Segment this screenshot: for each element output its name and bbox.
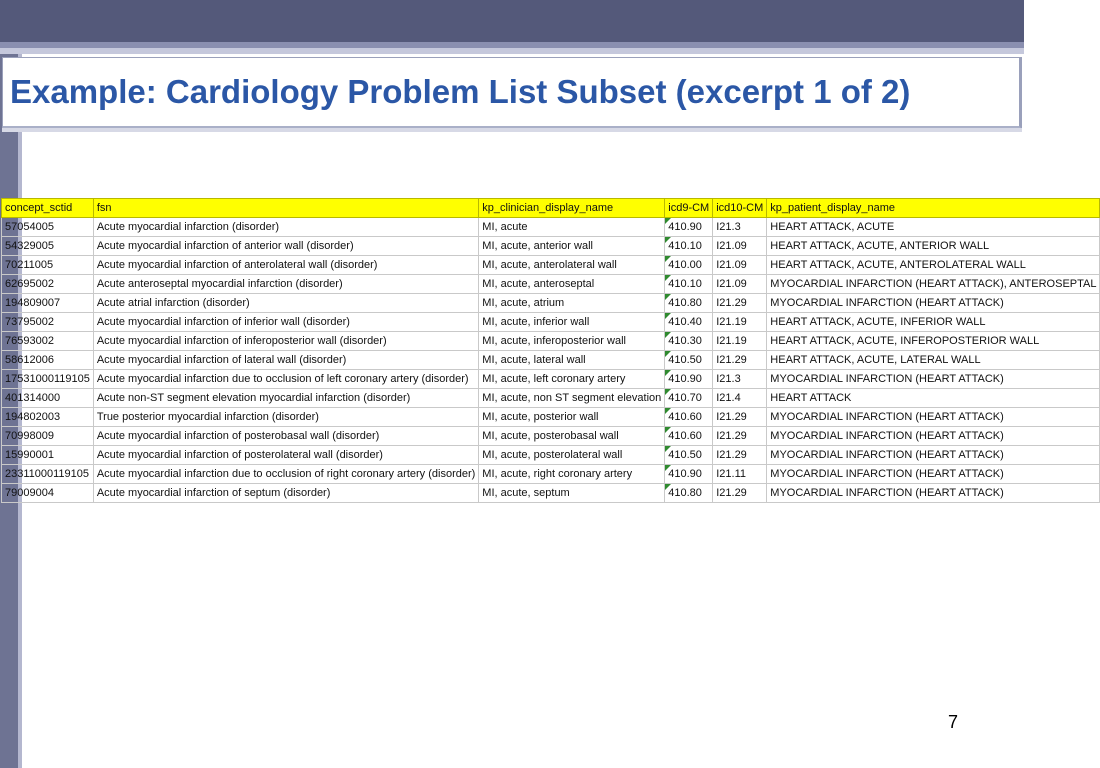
cell-concept-sctid: 194802003	[2, 408, 94, 427]
cell-icd10-cm: I21.09	[713, 275, 767, 294]
cell-concept-sctid: 54329005	[2, 237, 94, 256]
cell-icd9-cm: 410.00	[665, 256, 713, 275]
header-patient-display-name: kp_patient_display_name	[767, 199, 1100, 218]
problem-list-table	[1, 198, 1100, 503]
table-row	[2, 275, 1100, 294]
cell-clinician-display-name: MI, acute, inferior wall	[479, 313, 665, 332]
cell-patient-display-name: MYOCARDIAL INFARCTION (HEART ATTACK)	[767, 484, 1100, 503]
cell-concept-sctid: 23311000119105	[2, 465, 94, 484]
cell-clinician-display-name: MI, acute, septum	[479, 484, 665, 503]
cell-clinician-display-name: MI, acute, atrium	[479, 294, 665, 313]
cell-clinician-display-name: MI, acute, posterobasal wall	[479, 427, 665, 446]
cell-patient-display-name: HEART ATTACK, ACUTE, LATERAL WALL	[767, 351, 1100, 370]
cell-icd9-cm: 410.40	[665, 313, 713, 332]
table-row	[2, 427, 1100, 446]
table-row	[2, 332, 1100, 351]
cell-fsn: Acute atrial infarction (disorder)	[93, 294, 478, 313]
cell-icd10-cm: I21.19	[713, 313, 767, 332]
cell-fsn: Acute myocardial infarction of posterobasal wall (disorder)	[93, 427, 478, 446]
table-row	[2, 370, 1100, 389]
cell-concept-sctid: 76593002	[2, 332, 94, 351]
cell-fsn: Acute myocardial infarction of anterior wall (disorder)	[93, 237, 478, 256]
cell-icd10-cm: I21.29	[713, 408, 767, 427]
cell-patient-display-name: MYOCARDIAL INFARCTION (HEART ATTACK), ANTEROSEPTAL	[767, 275, 1100, 294]
header-icd10-cm: icd10-CM	[713, 199, 767, 218]
cell-concept-sctid: 62695002	[2, 275, 94, 294]
cell-clinician-display-name: MI, acute, inferoposterior wall	[479, 332, 665, 351]
cell-icd9-cm: 410.50	[665, 351, 713, 370]
cell-fsn: Acute myocardial infarction of posterolateral wall (disorder)	[93, 446, 478, 465]
cell-clinician-display-name: MI, acute, anterior wall	[479, 237, 665, 256]
table-row	[2, 408, 1100, 427]
cell-patient-display-name: MYOCARDIAL INFARCTION (HEART ATTACK)	[767, 408, 1100, 427]
cell-icd9-cm: 410.10	[665, 237, 713, 256]
cell-clinician-display-name: MI, acute	[479, 218, 665, 237]
cell-concept-sctid: 73795002	[2, 313, 94, 332]
slide-title: Example: Cardiology Problem List Subset (excerpt 1 of 2)	[10, 73, 911, 110]
cell-patient-display-name: MYOCARDIAL INFARCTION (HEART ATTACK)	[767, 427, 1100, 446]
cell-fsn: Acute myocardial infarction of lateral wall (disorder)	[93, 351, 478, 370]
cell-patient-display-name: MYOCARDIAL INFARCTION (HEART ATTACK)	[767, 465, 1100, 484]
cell-icd9-cm: 410.90	[665, 370, 713, 389]
cell-concept-sctid: 70211005	[2, 256, 94, 275]
cell-patient-display-name: HEART ATTACK, ACUTE, INFERIOR WALL	[767, 313, 1100, 332]
table-row	[2, 294, 1100, 313]
cell-icd10-cm: I21.29	[713, 427, 767, 446]
cell-clinician-display-name: MI, acute, anteroseptal	[479, 275, 665, 294]
cell-concept-sctid: 194809007	[2, 294, 94, 313]
cell-clinician-display-name: MI, acute, non ST segment elevation	[479, 389, 665, 408]
table-row	[2, 237, 1100, 256]
cell-patient-display-name: MYOCARDIAL INFARCTION (HEART ATTACK)	[767, 370, 1100, 389]
cell-fsn: Acute myocardial infarction due to occlusion of left coronary artery (disorder)	[93, 370, 478, 389]
table-row	[2, 256, 1100, 275]
cell-clinician-display-name: MI, acute, anterolateral wall	[479, 256, 665, 275]
cell-icd10-cm: I21.29	[713, 351, 767, 370]
cell-icd10-cm: I21.09	[713, 237, 767, 256]
cell-fsn: Acute myocardial infarction of inferoposterior wall (disorder)	[93, 332, 478, 351]
cell-concept-sctid: 79009004	[2, 484, 94, 503]
cell-patient-display-name: MYOCARDIAL INFARCTION (HEART ATTACK)	[767, 294, 1100, 313]
cell-icd9-cm: 410.10	[665, 275, 713, 294]
cell-clinician-display-name: MI, acute, lateral wall	[479, 351, 665, 370]
cell-patient-display-name: HEART ATTACK, ACUTE	[767, 218, 1100, 237]
title-underline	[2, 128, 1022, 132]
cell-concept-sctid: 401314000	[2, 389, 94, 408]
slide-top-bar	[0, 0, 1024, 42]
cell-fsn: Acute myocardial infarction of inferior wall (disorder)	[93, 313, 478, 332]
cell-icd9-cm: 410.80	[665, 294, 713, 313]
cell-clinician-display-name: MI, acute, posterior wall	[479, 408, 665, 427]
cell-icd9-cm: 410.60	[665, 408, 713, 427]
cell-icd10-cm: I21.09	[713, 256, 767, 275]
table-row	[2, 446, 1100, 465]
cell-concept-sctid: 15990001	[2, 446, 94, 465]
table-header-row	[2, 199, 1100, 218]
table-row	[2, 351, 1100, 370]
table-row	[2, 313, 1100, 332]
header-concept-sctid: concept_sctid	[2, 199, 94, 218]
cell-icd9-cm: 410.30	[665, 332, 713, 351]
cell-icd10-cm: I21.4	[713, 389, 767, 408]
cell-icd9-cm: 410.80	[665, 484, 713, 503]
cell-fsn: Acute non-ST segment elevation myocardial infarction (disorder)	[93, 389, 478, 408]
table-row	[2, 218, 1100, 237]
slide-top-stripe-light	[0, 48, 1024, 54]
cell-icd10-cm: I21.29	[713, 294, 767, 313]
cell-icd10-cm: I21.29	[713, 484, 767, 503]
cell-clinician-display-name: MI, acute, posterolateral wall	[479, 446, 665, 465]
cell-icd9-cm: 410.50	[665, 446, 713, 465]
header-icd9-cm: icd9-CM	[665, 199, 713, 218]
cell-fsn: True posterior myocardial infarction (disorder)	[93, 408, 478, 427]
cell-icd9-cm: 410.60	[665, 427, 713, 446]
cell-clinician-display-name: MI, acute, right coronary artery	[479, 465, 665, 484]
cell-icd10-cm: I21.11	[713, 465, 767, 484]
cell-patient-display-name: HEART ATTACK, ACUTE, ANTERIOR WALL	[767, 237, 1100, 256]
cell-icd10-cm: I21.29	[713, 446, 767, 465]
header-clinician-display-name: kp_clinician_display_name	[479, 199, 665, 218]
cell-clinician-display-name: MI, acute, left coronary artery	[479, 370, 665, 389]
cell-fsn: Acute myocardial infarction due to occlusion of right coronary artery (disorder)	[93, 465, 478, 484]
cell-fsn: Acute anteroseptal myocardial infarction (disorder)	[93, 275, 478, 294]
cell-fsn: Acute myocardial infarction of septum (disorder)	[93, 484, 478, 503]
cell-concept-sctid: 58612006	[2, 351, 94, 370]
table-row	[2, 389, 1100, 408]
cell-icd9-cm: 410.90	[665, 218, 713, 237]
cell-icd10-cm: I21.3	[713, 370, 767, 389]
cell-icd10-cm: I21.3	[713, 218, 767, 237]
table-row	[2, 465, 1100, 484]
cell-concept-sctid: 17531000119105	[2, 370, 94, 389]
page-number: 7	[948, 712, 959, 732]
cell-icd9-cm: 410.90	[665, 465, 713, 484]
cell-concept-sctid: 57054005	[2, 218, 94, 237]
cell-icd9-cm: 410.70	[665, 389, 713, 408]
cell-fsn: Acute myocardial infarction of anterolateral wall (disorder)	[93, 256, 478, 275]
cell-patient-display-name: HEART ATTACK, ACUTE, ANTEROLATERAL WALL	[767, 256, 1100, 275]
cell-icd10-cm: I21.19	[713, 332, 767, 351]
cell-patient-display-name: HEART ATTACK	[767, 389, 1100, 408]
cell-fsn: Acute myocardial infarction (disorder)	[93, 218, 478, 237]
cell-concept-sctid: 70998009	[2, 427, 94, 446]
cell-patient-display-name: MYOCARDIAL INFARCTION (HEART ATTACK)	[767, 446, 1100, 465]
cell-patient-display-name: HEART ATTACK, ACUTE, INFEROPOSTERIOR WALL	[767, 332, 1100, 351]
table-row	[2, 484, 1100, 503]
header-fsn: fsn	[93, 199, 478, 218]
